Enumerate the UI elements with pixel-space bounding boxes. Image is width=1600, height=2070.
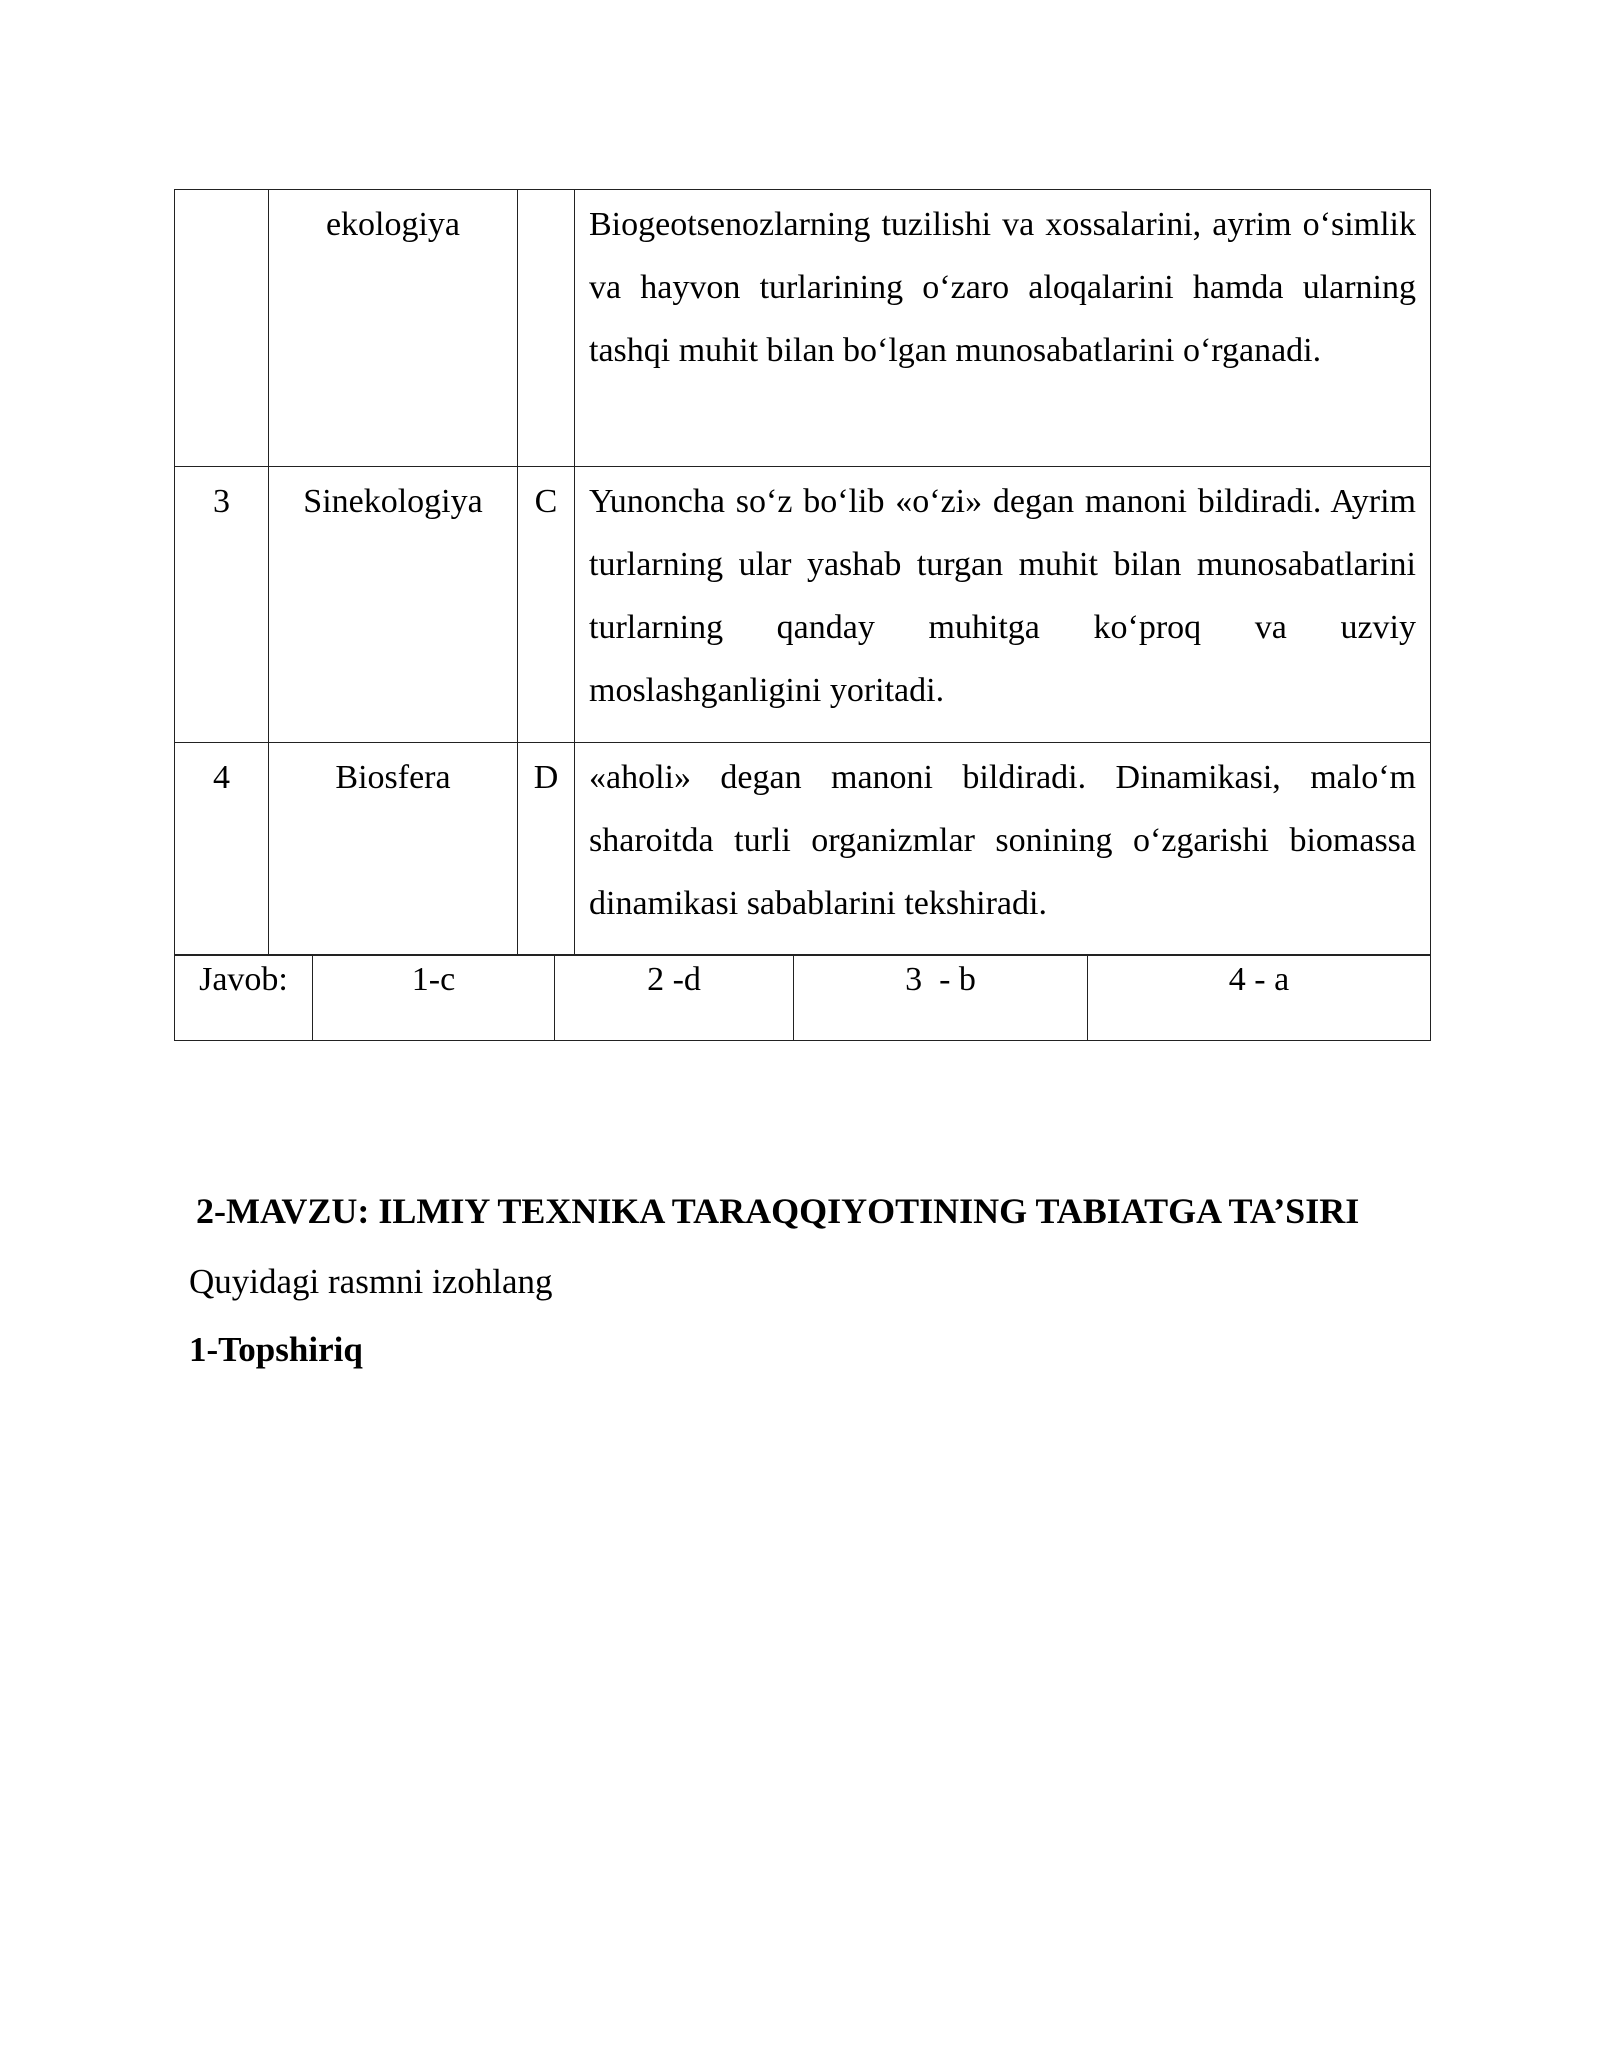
term-cell: Sinekologiya: [269, 467, 518, 743]
row-number: 3: [175, 467, 269, 743]
letter-cell: C: [518, 467, 575, 743]
term-cell: Biosfera: [269, 743, 518, 956]
answer-label: Javob:: [175, 955, 313, 1041]
table-row: [175, 190, 1431, 467]
letter-cell: [518, 190, 575, 467]
row-number: 4: [175, 743, 269, 956]
ecology-terms-table: [174, 189, 1431, 956]
description-cell: «aholi» degan manoni bildiradi. Dinamikasi, malo‘m sharoitda turli organizmlar sonining o‘zgarishi biomassa dinamikasi sabablarini tekshiradi.: [575, 743, 1431, 956]
answer-value: 2 -d: [555, 955, 794, 1041]
term-cell: ekologiya: [269, 190, 518, 467]
answer-value: 1-c: [313, 955, 555, 1041]
letter-cell: D: [518, 743, 575, 956]
table-row: [175, 743, 1431, 956]
task-title: 1-Topshiriq: [189, 1330, 363, 1369]
answer-table: [174, 954, 1431, 1041]
row-number: [175, 190, 269, 467]
section-heading: 2-MAVZU: ILMIY TEXNIKA TARAQQIYOTINING TABIATGA TA’SIRI: [196, 1191, 1360, 1231]
table-row: [175, 467, 1431, 743]
description-cell: Yunoncha so‘z bo‘lib «o‘zi» degan manoni bildiradi. Ayrim turlarning ular yashab turgan muhit bilan munosabatlarini turlarning qanday muhitga ko‘proq va uzviy moslashganligini yoritadi.: [575, 467, 1431, 743]
answer-value: 4 - a: [1088, 955, 1431, 1041]
answer-row: [175, 955, 1431, 1041]
answer-value: 3 - b: [794, 955, 1088, 1041]
description-cell: Biogeotsenozlarning tuzilishi va xossalarini, ayrim o‘simlik va hayvon turlarining o‘zaro aloqalarini hamda ularning tashqi muhit bilan bo‘lgan munosabatlarini o‘rganadi.: [575, 190, 1431, 467]
instruction-text: Quyidagi rasmni izohlang: [189, 1262, 553, 1301]
